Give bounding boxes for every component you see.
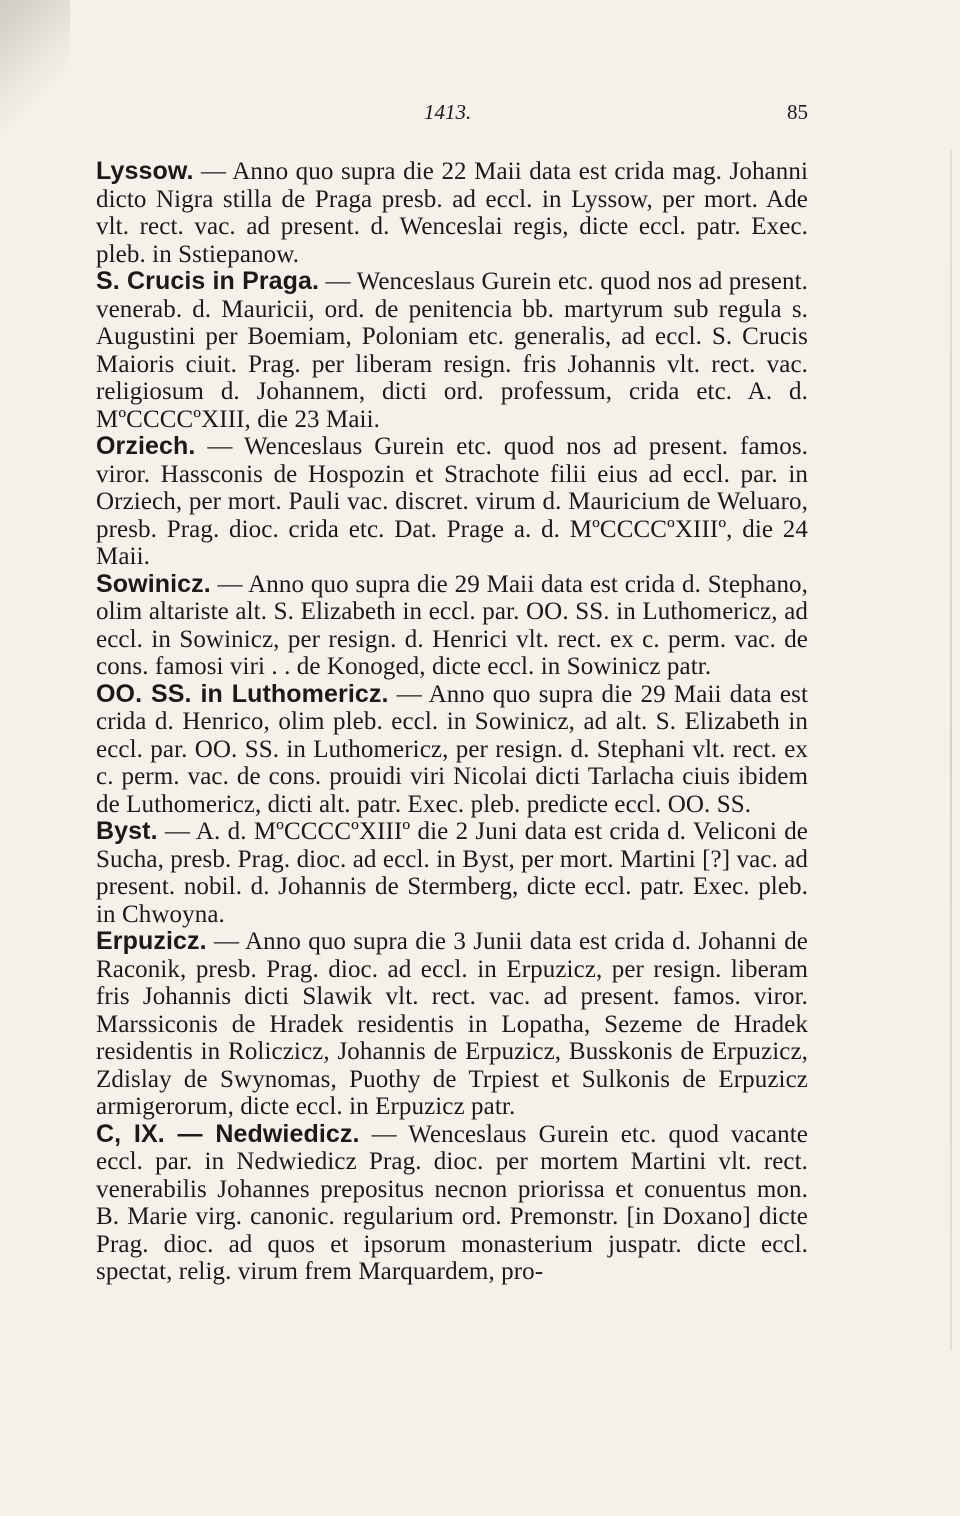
entry-heading: Orziech. <box>96 432 196 460</box>
entry-orziech <box>96 433 808 571</box>
entry-heading: Byst. <box>96 817 158 845</box>
entry-erpuzicz <box>96 928 808 1121</box>
entry-text: — Wenceslaus Gurein etc. quod nos ad present. famos. viror. Hassconis de Hospozin et Strachote filii eius ad eccl. par. in Orziech, per mort. Pauli vac. discret. virum d. Mauricium de Weluaro, presb. Prag. dioc. crida etc. Dat. Prage a. d. MºCCCCºXIIIº, die 24 Maii. <box>96 433 808 570</box>
entry-s-crucis <box>96 268 808 433</box>
scan-shadow <box>0 0 70 130</box>
entry-lyssow <box>96 158 808 268</box>
entry-text: — Anno quo supra die 3 Junii data est crida d. Johanni de Raconik, presb. Prag. dioc. ad eccl. in Erpuzicz, per resign. liberam fris Johannis dicti Slawik vlt. rect. vac. ad present. famos. viror. Marssiconis de Hradek residentis in Lopatha, Sezeme de Hradek residentis in Roliczicz, Johannis de Erpuzicz, Busskonis de Erpuzicz, Zdislay de Swynomas, Puothy de Trpiest et Sulkonis de Erpuzicz armigerorum, dicte eccl. in Erpuzicz patr. <box>96 928 808 1120</box>
entry-heading: Lyssow. <box>96 157 194 185</box>
running-head-year: 1413. <box>424 100 472 124</box>
entry-heading: OO. SS. in Luthomericz. <box>96 679 389 708</box>
entry-heading: C, IX. — Nedwiedicz. <box>96 1119 360 1148</box>
running-head <box>96 100 808 132</box>
entry-heading: Sowinicz. <box>96 569 211 598</box>
entry-heading: S. Crucis in Praga. <box>96 267 320 295</box>
entry-oo-ss-luthomericz <box>96 681 808 819</box>
entry-nedwiedicz <box>96 1121 808 1286</box>
entry-byst <box>96 818 808 928</box>
entry-text: — Wenceslaus Gurein etc. quod nos ad present. venerab. d. Mauricii, ord. de penitencia bb. martyrum sub regula s. Augustini per Boemiam, Poloniam etc. generalis, ad eccl. S. Crucis Maioris ciuit. Prag. per liberam resign. fris Johannis vlt. rect. vac. religiosum d. Johannem, dicti ord. professum, crida etc. A. d. MºCCCCºXIII, die 23 Maii. <box>96 268 809 433</box>
entry-heading: Erpuzicz. <box>96 927 207 955</box>
page-number: 85 <box>787 100 808 124</box>
entry-sowinicz <box>96 571 808 681</box>
entry-text: — Wenceslaus Gurein etc. quod vacante eccl. par. in Nedwiedicz Prag. dioc. per mortem Martini vlt. rect. venerabilis Johannes prepositus necnon priorissa et conuentus mon. B. Marie virg. canonic. regularium ord. Premonstr. [in Doxano] dicte Prag. dioc. ad quos et ipsorum monasterium juspatr. dicte eccl. spectat, relig. virum frem Marquardem, pro- <box>96 1120 809 1285</box>
main-text <box>96 158 808 1286</box>
entry-text: — Anno quo supra die 29 Maii data est crida d. Henrico, olim pleb. eccl. in Sowinicz, ad alt. S. Elizabeth in eccl. par. OO. SS. in Luthomericz, per resign. d. Stephani vlt. rect. ex c. perm. vac. de cons. prouidi viri Nicolai dicti Tarlacha ciuis ibidem de Luthomericz, dicti alt. patr. Exec. pleb. predicte eccl. OO. SS. <box>96 680 808 818</box>
page-edge <box>950 150 952 1350</box>
entry-text: — A. d. MºCCCCºXIIIº die 2 Juni data est crida d. Veliconi de Sucha, presb. Prag. dioc. ad eccl. in Byst, per mort. Martini [?] vac. ad present. nobil. d. Johannis de Stermberg, dicte eccl. patr. Exec. pleb. in Chwoyna. <box>96 818 808 928</box>
entry-text: — Anno quo supra die 29 Maii data est crida d. Stephano, olim altariste alt. S. Elizabeth in eccl. par. OO. SS. in Luthomericz, ad eccl. in Sowinicz, per resign. d. Henrici vlt. rect. ex c. perm. vac. de cons. famosi viri . . de Konoged, dicte eccl. in Sowinicz patr. <box>96 570 808 680</box>
entry-text: — Anno quo supra die 22 Maii data est crida mag. Johanni dicto Nigra stilla de Praga presb. ad eccl. in Lyssow, per mort. Ade vlt. rect. vac. ad present. d. Wenceslai regis, dicte eccl. patr. Exec. pleb. in Sstiepanow. <box>96 158 808 268</box>
